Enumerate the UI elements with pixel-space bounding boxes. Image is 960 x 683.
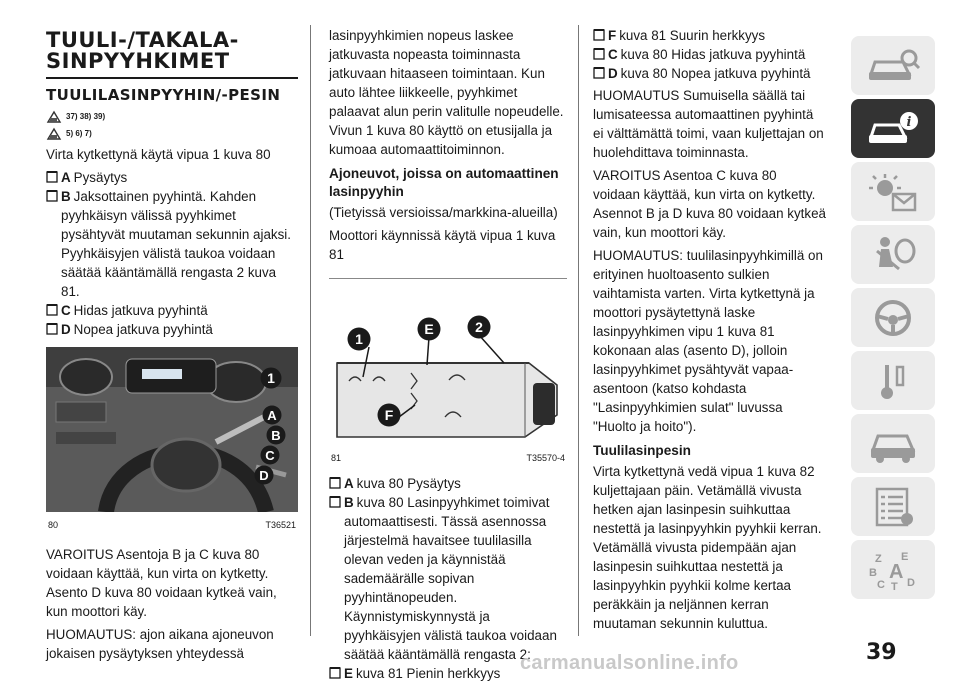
note-hand-icon bbox=[46, 127, 62, 141]
option-item bbox=[46, 320, 298, 339]
speed-paragraph: lasinpyyhkimien nopeus laskee jatkuvasta nopeasta toiminnasta jatkuvaan hitaaseen toimintaan. Kun auto lähtee liikkeelle, pyyhkimet palaavat alun perin valitulle nopeudelle. Vivun 1 kuva 80 käyttö on etusijalla ja kumoaa automaattitoiminnon. bbox=[329, 28, 564, 157]
option-letter: D bbox=[608, 66, 618, 81]
title-rule bbox=[46, 77, 298, 79]
index-letter: Z bbox=[875, 552, 882, 565]
figure-callout-b bbox=[266, 425, 286, 445]
option-item bbox=[593, 26, 827, 45]
option-checkbox-icon bbox=[329, 667, 341, 679]
figure-callout-c bbox=[260, 445, 280, 465]
chapter-tab[interactable] bbox=[851, 414, 935, 473]
figure-callout-f bbox=[377, 403, 401, 427]
option-text: kuva 80 Lasinpyyhkimet toimivat automaattisesti. Tässä asennossa järjestelmä havaitsee tuulilasilla olevan veden ja käynnistää sademäärälle sopivan pyyhintänopeuden. Käynnistymiskynnystä ja pyyhkäisyjen välistä taukoa voidaan säätää kääntämällä rengasta 2: bbox=[344, 495, 557, 662]
column-divider bbox=[310, 25, 311, 636]
figure-81 bbox=[329, 285, 567, 464]
figure-caption bbox=[329, 453, 567, 464]
warning-lights-icon bbox=[863, 170, 923, 214]
chapter-tab[interactable] bbox=[851, 288, 935, 347]
figure-callout-label: E bbox=[424, 321, 434, 337]
figure-callout-label: 1 bbox=[355, 331, 363, 347]
option-letter: F bbox=[608, 28, 617, 43]
option-item bbox=[46, 168, 298, 187]
index-letter: B bbox=[869, 566, 877, 579]
option-item bbox=[329, 493, 567, 664]
option-letter: A bbox=[344, 476, 354, 491]
column-3 bbox=[593, 26, 827, 637]
figure-callout-d bbox=[254, 465, 274, 485]
service-position-note: HUOMAUTUS: tuulilasinpyyhkimillä on erityinen huoltoasento sulkien vaihtamista varten. Virta kytkettynä ja moottori pysäytettynä laske lasinpyyhkimen vipu 1 kuva 81 kokonaan alas (asento D), jolloin lasinpyyhkimet pysähtyvät vapaa-asentoon (katso kohdasta "Lasinpyyhkimien sulat" luvussa "Huolto ja hoito"). bbox=[593, 248, 823, 434]
wiper-stalk-illustration bbox=[329, 285, 567, 445]
figure-number: 80 bbox=[48, 520, 59, 530]
auto-wiper-heading: Ajoneuvot, joissa on automaattinen lasinpyyhin bbox=[329, 166, 559, 199]
chapter-tab[interactable] bbox=[851, 36, 935, 95]
figure-callout-label: 2 bbox=[475, 319, 483, 335]
position-warning: VAROITUS Asentoa C kuva 80 voidaan käyttää, kun virta on kytketty. Asennot B ja D kuva 80 voidaan kytkeä vain, kun moottori käy. bbox=[593, 168, 826, 240]
index-letter: T bbox=[891, 580, 898, 592]
intro-text: Virta kytkettynä käytä vipua 1 kuva 80 bbox=[46, 147, 271, 162]
index-letter: C bbox=[877, 578, 885, 591]
figure-caption bbox=[46, 520, 298, 531]
option-text: kuva 80 Pysäytys bbox=[356, 476, 461, 491]
index-letter: D bbox=[907, 576, 915, 589]
note-paragraph: HUOMAUTUS: ajon aikana ajoneuvon jokaisen pysäytyksen yhteydessä bbox=[46, 627, 274, 661]
watermark-text: carmanualsonline.info bbox=[520, 652, 739, 674]
figure-callout-label: F bbox=[384, 407, 394, 423]
chapter-tab[interactable] bbox=[851, 162, 935, 221]
option-text: Jaksottainen pyyhintä. Kahden pyyhkäisyn välissä pyyhkimet pysähtyvät muutaman sekunnin ajaksi. Pyyhkäisyjen välistä taukoa voidaan säätää kääntämällä rengasta 2 kuva 81. bbox=[61, 189, 291, 299]
figure-callout-label: 1 bbox=[267, 370, 275, 386]
warning-ref-numbers: 37) 38) 39) bbox=[66, 112, 106, 121]
option-checkbox-icon bbox=[593, 67, 605, 79]
column-2 bbox=[329, 26, 567, 683]
figure-callout-label: D bbox=[259, 468, 269, 483]
option-item bbox=[329, 474, 567, 493]
warning-paragraph: VAROITUS Asentoja B ja C kuva 80 voidaan käyttää, kun virta on kytketty. Asento D kuva 80 voidaan kytkeä vain, kun moottori käy. bbox=[46, 547, 277, 619]
chapter-tab[interactable] bbox=[851, 477, 935, 536]
figure-callout-label: B bbox=[271, 428, 281, 443]
option-checkbox-icon bbox=[329, 477, 341, 489]
fog-note: HUOMAUTUS Sumuisella säällä tai lumisateessa automaattinen pyyhintä ei välttämättä toimi, vaan kuljettajan on huolehdittava toiminnasta. bbox=[593, 88, 824, 160]
option-item bbox=[46, 187, 298, 301]
car-search-icon bbox=[863, 44, 923, 88]
section-title: TUULI-/TAKALA-SINPYYHKIMET bbox=[46, 28, 239, 73]
chapter-tab-active[interactable] bbox=[851, 99, 935, 158]
option-checkbox-icon bbox=[593, 29, 605, 41]
index-letter: A bbox=[889, 560, 904, 583]
chapter-tab[interactable] bbox=[851, 225, 935, 284]
figure-callout-label: C bbox=[265, 448, 275, 463]
note-ref-numbers: 5) 6) 7) bbox=[66, 129, 92, 138]
steering-wheel-icon bbox=[863, 296, 923, 340]
option-letter: B bbox=[344, 495, 354, 510]
washer-heading: Tuulilasinpesin bbox=[593, 443, 691, 458]
option-checkbox-icon bbox=[46, 190, 58, 202]
option-text: kuva 80 Hidas jatkuva pyyhintä bbox=[620, 47, 806, 62]
option-text: Hidas jatkuva pyyhintä bbox=[73, 303, 208, 318]
figure-callout-a bbox=[262, 405, 282, 425]
option-checkbox-icon bbox=[593, 48, 605, 60]
option-checkbox-icon bbox=[46, 171, 58, 183]
option-checkbox-icon bbox=[46, 304, 58, 316]
option-text: Pysäytys bbox=[73, 170, 128, 185]
svg-text:i: i bbox=[906, 114, 912, 130]
option-item bbox=[593, 45, 827, 64]
option-checkbox-icon bbox=[329, 496, 341, 508]
option-letter: B bbox=[61, 189, 71, 204]
option-letter: E bbox=[344, 666, 353, 681]
option-text: Nopea jatkuva pyyhintä bbox=[73, 322, 213, 337]
figure-callout-label: A bbox=[267, 408, 277, 423]
chapter-sidebar bbox=[851, 36, 935, 603]
warning-hand-icon bbox=[46, 110, 62, 124]
option-letter: C bbox=[608, 47, 618, 62]
figure-code: T35570-4 bbox=[526, 453, 565, 463]
figure-callout-e bbox=[417, 317, 441, 341]
lever-instruction: Moottori käynnissä käytä vipua 1 kuva 81 bbox=[329, 228, 556, 262]
option-item bbox=[46, 301, 298, 320]
index-icon bbox=[863, 548, 923, 592]
wrench-icon bbox=[863, 359, 923, 403]
option-letter: A bbox=[61, 170, 71, 185]
option-text: kuva 80 Nopea jatkuva pyyhintä bbox=[620, 66, 811, 81]
figure-80 bbox=[46, 347, 298, 531]
figure-callout-2 bbox=[467, 315, 491, 339]
option-text: kuva 81 Pienin herkkyys bbox=[355, 666, 501, 681]
versions-note: (Tietyissä versioissa/markkina-alueilla) bbox=[329, 205, 558, 220]
page-number: 39 bbox=[866, 640, 897, 665]
column-1 bbox=[46, 22, 298, 667]
option-text: kuva 81 Suurin herkkyys bbox=[619, 28, 766, 43]
index-letter: E bbox=[901, 550, 909, 563]
specs-list-icon bbox=[863, 485, 923, 529]
subsection-title: TUULILASINPYYHIN/-PESIN bbox=[46, 86, 281, 104]
figure-callout-1 bbox=[347, 327, 371, 351]
figure-number: 81 bbox=[331, 453, 342, 463]
column-divider bbox=[578, 25, 579, 636]
figure-top-rule bbox=[329, 278, 567, 279]
car-service-icon bbox=[863, 422, 923, 466]
option-item bbox=[593, 64, 827, 83]
figure-code: T36521 bbox=[265, 520, 296, 530]
option-checkbox-icon bbox=[46, 323, 58, 335]
option-letter: D bbox=[61, 322, 71, 337]
option-letter: C bbox=[61, 303, 71, 318]
note-ref bbox=[46, 125, 298, 142]
warning-ref bbox=[46, 108, 298, 125]
airbag-icon bbox=[863, 233, 923, 277]
car-info-icon bbox=[863, 107, 923, 151]
figure-callout-1 bbox=[260, 367, 282, 389]
chapter-tab[interactable] bbox=[851, 351, 935, 410]
washer-paragraph: Virta kytkettynä vedä vipua 1 kuva 82 kuljettajaan päin. Vetämällä vivusta hetken ajan lasinpesin suihkuttaa nestettä ja lasinpyyhkin pyyhkii kerran. Vetämällä vivusta pidempään ajan lasinpesin suihkuttaa nestettä ja lasinpyyhkin pyyhkii kolme kertaa peräkkäin ja neljännen kerran muutaman sekunnin kuluttua. bbox=[593, 464, 822, 631]
chapter-tab[interactable] bbox=[851, 540, 935, 599]
